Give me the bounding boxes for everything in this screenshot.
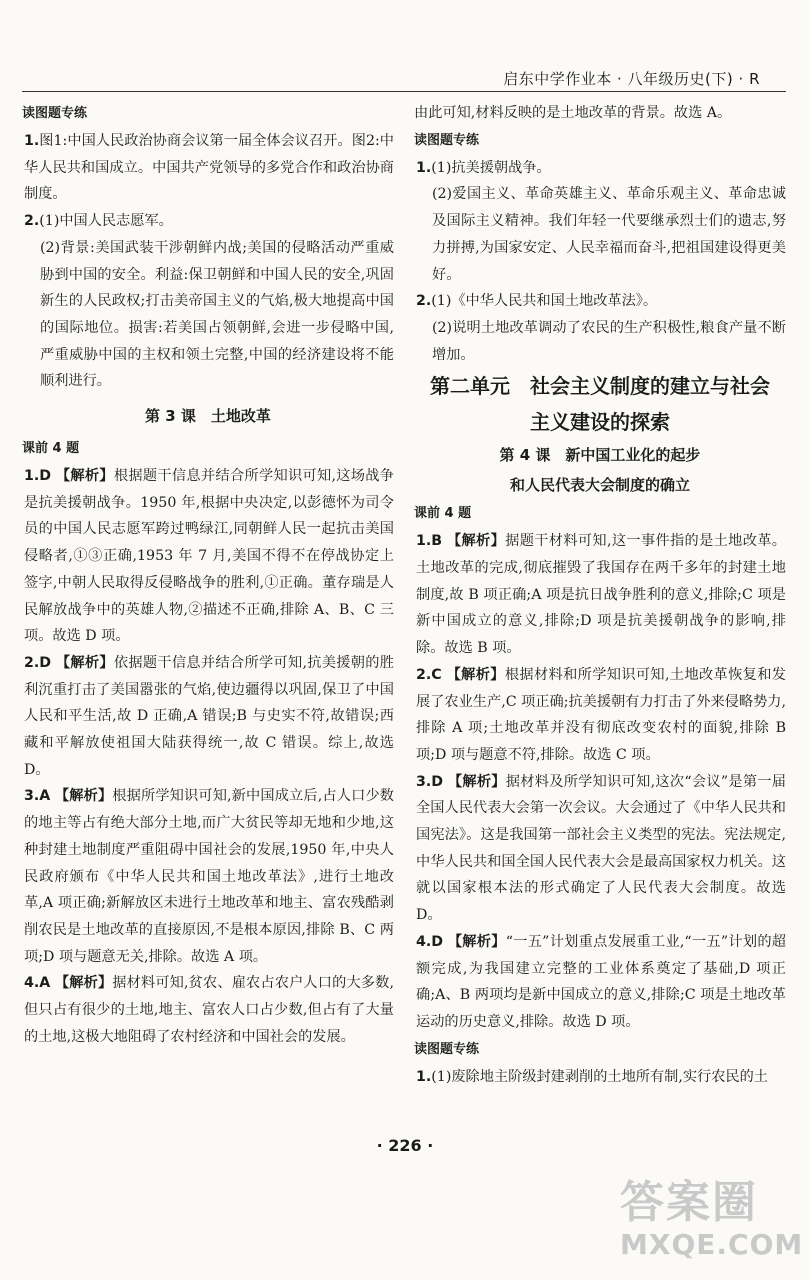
item-answer: D: [39, 468, 52, 485]
unit-title: 第二单元 社会主义制度的建立与社会: [430, 374, 770, 399]
item-text: (1)中国人民志愿军。: [39, 213, 173, 230]
answer-item: [22, 970, 394, 1050]
item-number: 1.: [24, 133, 40, 149]
item-number: 2.: [24, 654, 40, 671]
item-text: (2)说明土地改革调动了农民的生产积极性,粮食产量不断增加。: [432, 319, 786, 363]
page-number: · 226 ·: [376, 1136, 434, 1155]
item-text: 据材料可知,贫农、雇农占农户人口的大多数,但只占有很少的土地,地主、富农人口占少数,但占有了大量的土地,这极大地阻碍了农村经济和中国社会的发展。: [24, 975, 394, 1045]
answer-item: [22, 463, 394, 650]
analysis-tag: 【解析】: [54, 788, 113, 805]
item-number: 1.: [24, 468, 40, 485]
item-number: 3.: [24, 788, 40, 805]
item-text: (2)背景:美国武装干涉朝鲜内战;美国的侵略活动严重威胁到中国的安全。利益:保卫朝鲜和中国人民的安全,巩固新生的人民政权;打击美帝国主义的气焰,极大地提高中国的国际地位。损害:若美国占领朝鲜,会进一步侵略中国,严重威胁中国的主权和领土完整,中国的经济建设将不能顺利进行。: [40, 239, 394, 390]
analysis-tag: 【解析】: [446, 533, 506, 550]
analysis-tag: 【解析】: [447, 773, 506, 790]
answer-item: [414, 288, 786, 315]
answer-item: [414, 769, 786, 929]
item-text: (2)爱国主义、革命英雄主义、革命乐观主义、革命忠诚及国际主义精神。我们年轻一代要继承烈士们的遗志,努力拼搏,为国家安定、人民幸福而奋斗,把祖国建设得更美好。: [432, 186, 786, 283]
answer-item: [22, 650, 394, 784]
section-heading: 读图题专练: [414, 1041, 480, 1057]
header-rule: [22, 91, 786, 92]
watermark-logo: [620, 1177, 804, 1273]
analysis-tag: 【解析】: [55, 468, 114, 485]
item-answer: D: [39, 654, 52, 671]
item-number: 2.: [24, 213, 40, 230]
unit-title-cont: 主义建设的探索: [530, 410, 670, 435]
item-number: 4.: [416, 933, 432, 950]
answer-item: [22, 208, 394, 235]
item-answer: A: [39, 975, 51, 992]
item-number: 1.: [416, 159, 432, 176]
watermark-text: 答案圈: [620, 1177, 758, 1228]
answer-item: [414, 1064, 786, 1091]
item-text: 图1:中国人民政治协商会议第一届全体会议召开。图2:中华人民共和国成立。中国共产党领导的多党合作和政治协商制度。: [24, 133, 394, 203]
item-text: “一五”计划重点发展重工业,“一五”计划的超额完成,为我国建立完整的工业体系奠定了基础,D 项正确;A、B 两项均是新中国成立的意义,排除;C 项是土地改革运动的历史意义,排除。故选 D 项。: [416, 933, 786, 1030]
item-text: (1)抗美援朝战争。: [431, 159, 551, 176]
item-text: (1)废除地主阶级封建剥削的土地所有制,实行农民的土: [431, 1068, 768, 1085]
analysis-tag: 【解析】: [446, 666, 505, 683]
item-text: 根据所学知识可知,新中国成立后,占人口少数的地主等占有绝大部分土地,而广大贫民等却无地和少地,这种封建土地制度严重阻碍中国社会的发展,1950 年,中央人民政府颁布《中华人民共和国土地改革法》,进行土地改革,A 项正确;新解放区未进行土地改革和地主、富农残酷剥削农民是土地改革的直接原因,不是根本原因,排除 B、C 两项;D 项与题意无关,排除。故选 A 项。: [24, 788, 394, 965]
analysis-tag: 【解析】: [447, 933, 506, 950]
item-answer: D: [431, 933, 444, 950]
page-header: 启东中学作业本 · 八年级历史(下) · R: [503, 70, 760, 88]
lesson-title-cont: 和人民代表大会制度的确立: [509, 476, 690, 495]
answer-item: [22, 128, 394, 208]
item-number: 4.: [24, 975, 40, 992]
item-number: 1.: [416, 533, 432, 550]
section-heading: 课前 4 题: [22, 441, 80, 457]
left-column: [22, 100, 394, 1051]
item-answer: D: [431, 773, 444, 790]
item-answer: C: [431, 666, 442, 683]
watermark-url: MXQE.COM: [620, 1228, 804, 1261]
lesson-title: 第 4 课 新中国工业化的起步: [499, 446, 701, 465]
continued-text: 由此可知,材料反映的是土地改革的背景。故选 A。: [414, 105, 732, 121]
answer-item: [22, 783, 394, 970]
item-text: 根据材料和所学知识可知,土地改革恢复和发展了农业生产,C 项正确;抗美援朝有力打击了外来侵略势力,排除 A 项;土地改革并没有彻底改变农村的面貌,排除 B 项;D 项与题意不符,排除。故选 C 项。: [416, 666, 786, 763]
section-heading: 课前 4 题: [414, 506, 472, 522]
right-column: [414, 100, 786, 1090]
answer-item: [414, 929, 786, 1036]
section-heading: 读图题专练: [414, 132, 480, 148]
item-text: 根据题干信息并结合所学知识可知,这场战争是抗美援朝战争。1950 年,根据中央决定,以彭德怀为司令员的中国人民志愿军跨过鸭绿江,同朝鲜人民一起抗击美国侵略者,①③正确,1953 年 7 月,美国不得不在停战协定上签字,中朝人民取得反侵略战争的胜利,①正确。董存瑞是人民解放战争中的英雄人物,②描述不正确,排除 A、B、C 三项。故选 D 项。: [24, 468, 394, 645]
analysis-tag: 【解析】: [54, 975, 113, 992]
item-text: 据材料及所学知识可知,这次“会议”是第一届全国人民代表大会第一次会议。大会通过了《中华人民共和国宪法》。这是我国第一部社会主义类型的宪法。宪法规定,中华人民共和国全国人民代表大会是最高国家权力机关。这就以国家根本法的形式确定了人民代表大会制度。故选 D。: [416, 773, 786, 924]
item-number: 2.: [416, 293, 432, 310]
item-number: 1.: [416, 1068, 432, 1085]
item-text: (1)《中华人民共和国土地改革法》。: [431, 293, 658, 310]
item-text: 依据题干信息并结合所学可知,抗美援朝的胜利沉重打击了美国嚣张的气焰,使边疆得以巩固,保卫了中国人民和平生活,故 D 正确,A 错误;B 与史实不符,故错误;西藏和平解放使祖国大陆获得统一,故 C 错误。综上,故选 D。: [24, 654, 394, 778]
answer-item: [414, 155, 786, 182]
item-answer: A: [39, 788, 51, 805]
lesson-title: 第 3 课 土地改革: [145, 407, 271, 426]
item-number: 2.: [416, 666, 432, 683]
analysis-tag: 【解析】: [55, 654, 114, 671]
section-heading: 读图题专练: [22, 106, 88, 121]
answer-item: [414, 662, 786, 769]
item-text: 据题干材料可知,这一事件指的是土地改革。土地改革的完成,彻底摧毁了我国存在两千多年的封建土地制度,故 B 项正确;A 项是抗日战争胜利的意义,排除;C 项是新中国成立的意义,排除;D 项是抗美援朝战争的影响,排除。故选 B 项。: [416, 533, 786, 657]
item-number: 3.: [416, 773, 432, 790]
item-answer: B: [431, 533, 443, 550]
answer-item: [414, 528, 786, 662]
